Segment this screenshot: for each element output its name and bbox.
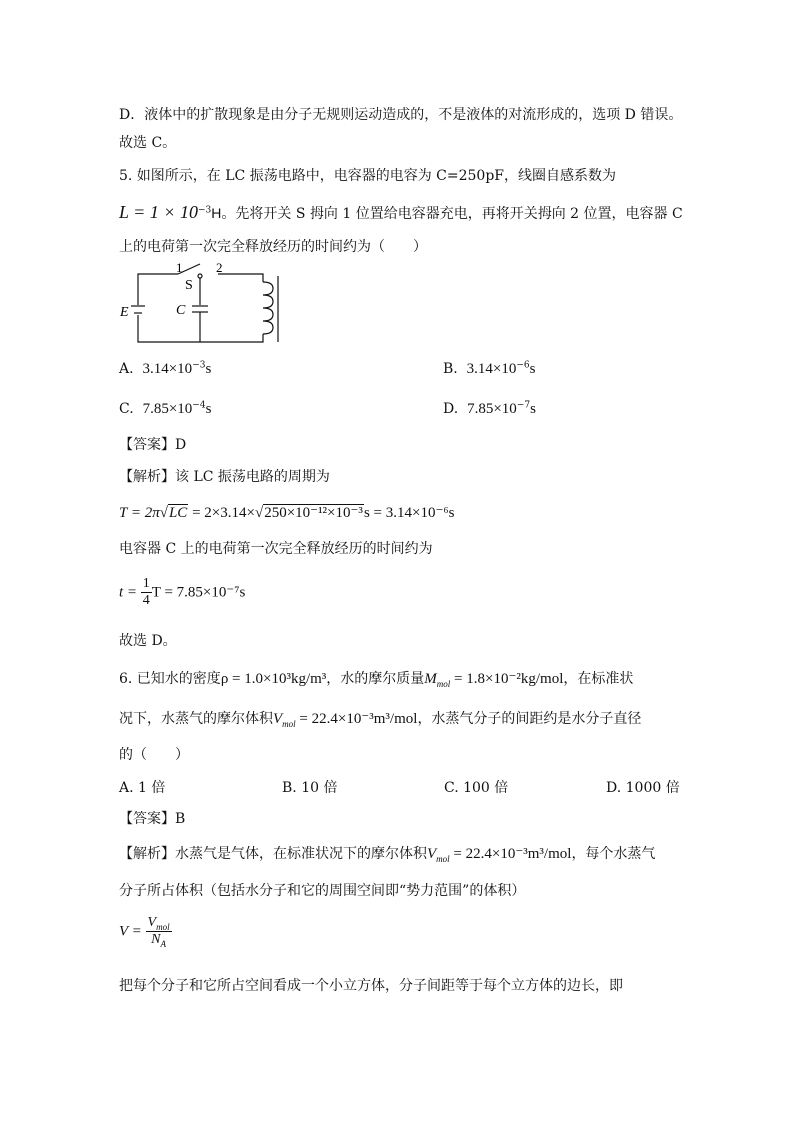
formula-lhs: t = — [119, 584, 138, 601]
q6-analysis-1 — [119, 845, 655, 863]
q6-option-a[interactable]: A. 1 倍 — [119, 780, 166, 796]
text: 6. 已知水的密度 — [119, 671, 221, 687]
fraction-one-quarter — [141, 576, 152, 609]
q5-option-d[interactable] — [443, 400, 536, 418]
fraction-num: V — [147, 915, 157, 930]
option-value: 3.14×10 — [142, 361, 193, 377]
subscript: mol — [436, 678, 451, 689]
fraction-den: N — [151, 932, 161, 947]
q6-stem-line-3: 的（ ） — [119, 747, 189, 763]
q5-stem-line-2 — [119, 203, 683, 223]
option-exp: −7 — [516, 400, 531, 411]
option-exp: −4 — [192, 400, 206, 411]
option-unit: s — [205, 361, 212, 377]
q6-option-c[interactable]: C. 100 倍 — [444, 780, 509, 796]
molar-volume-symbol: V — [273, 711, 283, 727]
lc-circuit-diagram — [118, 262, 288, 348]
option-letter: A. — [119, 361, 134, 377]
text: ，水的摩尔质量 — [326, 671, 425, 687]
q6-analysis-3: 把每个分子和它所占空间看成一个小立方体，分子间距等于每个立方体的边长，即 — [119, 978, 623, 994]
q5-conclusion: 故选 D。 — [119, 633, 177, 649]
formula-rhs: s = 3.14×10⁻⁶s — [363, 505, 455, 521]
q5-inductance-formula: L = 1 × 10 — [119, 202, 198, 222]
switch-label-2: 2 — [216, 262, 223, 275]
option-unit: s — [205, 401, 212, 417]
option-value: 3.14×10 — [466, 361, 517, 377]
density-formula: ρ = 1.0×10³kg/m³ — [220, 671, 327, 687]
switch-label-1: 1 — [176, 262, 183, 275]
fraction-den: 4 — [142, 593, 150, 608]
q5-answer: 【答案】D — [119, 437, 187, 453]
inductor-coil — [263, 282, 273, 334]
option-value: 7.85×10 — [142, 401, 193, 417]
option-exp: −6 — [516, 360, 530, 371]
q5-option-a[interactable] — [119, 360, 211, 378]
formula-lhs: V = — [119, 923, 142, 940]
q5-stem-line-3: 上的电荷第一次完全释放经历的时间约为（ ） — [119, 239, 427, 255]
option-letter: D. — [443, 401, 459, 417]
option-unit: s — [530, 401, 536, 417]
q6-answer: 【答案】B — [119, 811, 186, 827]
prev-option-d: D．液体中的扩散现象是由分子无规则运动造成的，不是液体的对流形成的，选项 D 错误。 — [119, 107, 683, 123]
q5-stem-line-2-text: 。先将开关 S 拇向 1 位置给电容器充电，再将开关拇向 2 位置，电容器 C — [221, 206, 683, 222]
subscript: mol — [156, 921, 170, 932]
subscript: A — [160, 938, 166, 949]
switch-pivot — [198, 274, 202, 278]
text: 况下，水蒸气的摩尔体积 — [119, 711, 273, 727]
molar-volume-value: = 22.4×10⁻³m³/mol — [295, 711, 418, 727]
q5-option-b[interactable] — [443, 360, 536, 378]
q5-analysis-2: 电容器 C 上的电荷第一次完全释放经历的时间约为 — [119, 541, 433, 557]
q6-stem-line-1 — [119, 670, 633, 688]
option-exp: −3 — [192, 360, 206, 371]
sqrt-values: 250×10⁻¹²×10⁻³ — [264, 505, 363, 521]
capacitor-label: C — [176, 303, 186, 318]
q6-option-d[interactable]: D. 1000 倍 — [606, 780, 680, 796]
subscript: mol — [436, 853, 450, 864]
fraction-num: 1 — [142, 576, 150, 591]
subscript: mol — [282, 718, 296, 729]
molar-mass-value: = 1.8×10⁻²kg/mol — [450, 671, 564, 687]
q5-stem-line-1: 5. 如图所示，在 LC 振荡电路中，电容器的电容为 C=250pF，线圈自感系数为 — [119, 168, 617, 184]
formula-rhs: T = 7.85×10⁻⁷s — [151, 584, 246, 601]
text: ，在标准状 — [563, 671, 634, 687]
text: ，每个水蒸气 — [571, 846, 656, 862]
q5-option-c[interactable] — [119, 400, 211, 418]
option-value: 7.85×10 — [467, 401, 517, 417]
formula-lhs: T = 2π — [119, 505, 160, 521]
option-letter: C. — [119, 401, 134, 417]
q5-formula-time — [119, 576, 245, 612]
option-unit: s — [529, 361, 536, 377]
text: ，水蒸气分子的间距约是水分子直径 — [417, 711, 642, 727]
q5-formula-period: T = 2π√LC = 2×3.14×√250×10⁻¹²×10⁻³s = 3.14×10⁻⁶s — [119, 505, 455, 521]
molar-volume-symbol: V — [427, 846, 437, 862]
q6-formula-volume — [119, 915, 172, 955]
q5-inductance-exp: −3 — [197, 205, 212, 216]
formula-mid: = 2×3.14× — [188, 505, 255, 521]
q6-stem-line-2 — [119, 710, 641, 728]
fraction-vmol-na — [146, 915, 172, 948]
q6-option-b[interactable]: B. 10 倍 — [282, 780, 338, 796]
molar-mass-symbol: M — [424, 671, 437, 687]
q6-analysis-2: 分子所占体积（包括水分子和它的周围空间即“势力范围”的体积） — [119, 883, 526, 899]
sqrt-lc: LC — [168, 505, 188, 521]
q5-inductance-unit: H — [211, 205, 222, 221]
battery-label: E — [120, 305, 129, 320]
text: 【解析】水蒸气是气体，在标准状况下的摩尔体积 — [119, 846, 427, 862]
molar-volume-value: = 22.4×10⁻³m³/mol — [449, 846, 572, 862]
switch-label-s: S — [185, 278, 193, 293]
prev-conclusion: 故选 C。 — [119, 135, 177, 151]
option-letter: B. — [443, 361, 458, 377]
q5-analysis-1: 【解析】该 LC 振荡电路的周期为 — [119, 469, 330, 485]
